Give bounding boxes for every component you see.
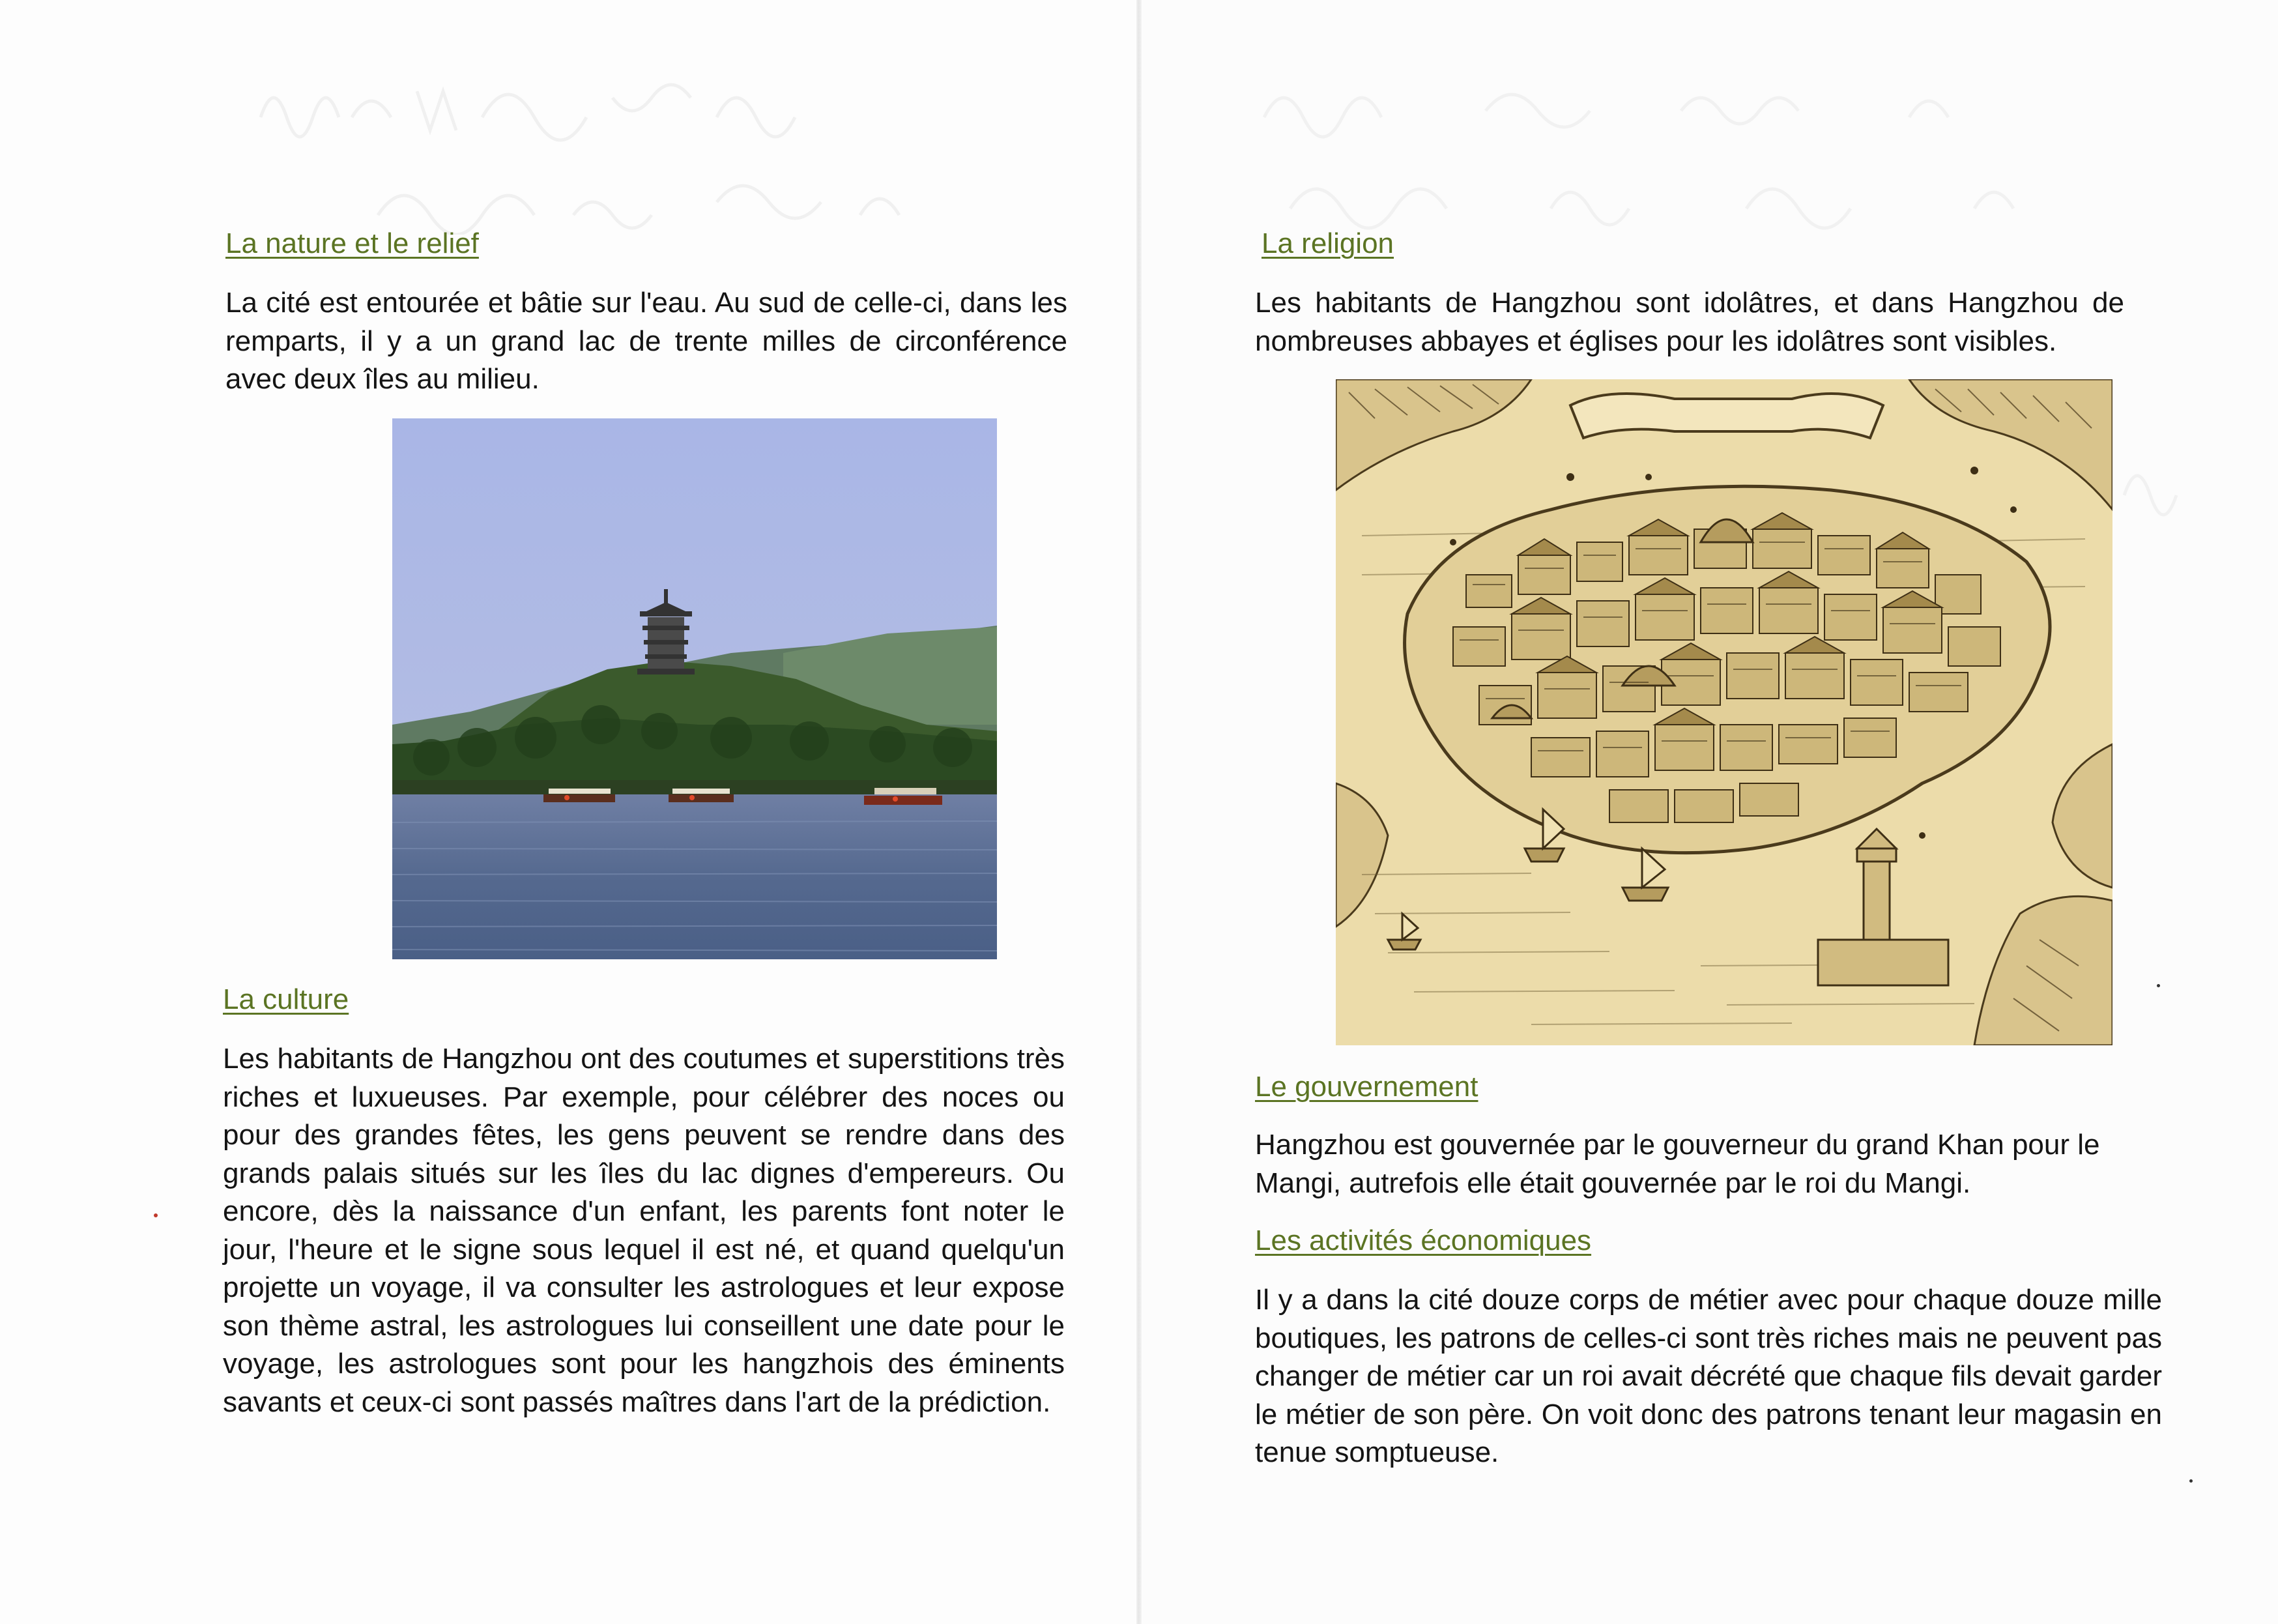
nature-paragraph: La cité est entourée et bâtie sur l'eau. Au sud de celle-ci, dans les remparts, il y a un grand lac de trente milles de circonférence avec deux îles au milieu.: [225, 287, 1067, 395]
religion-paragraph: Les habitants de Hangzhou sont idolâtres, et dans Hangzhou de nombreuses abbayes et églises pour les idolâtres sont visibles.: [1255, 287, 2124, 357]
government-paragraph: Hangzhou est gouvernée par le gouverneur du grand Khan pour le Mangi, autrefois elle était gouvernée par le roi du Mangi.: [1255, 1129, 2100, 1199]
economy-paragraph: Il y a dans la cité douze corps de métier avec pour chaque douze mille boutiques, les patrons de celles-ci sont très riches mais ne peuvent pas changer de métier car un roi avait décrété que chaque fils devait garder le métier de son père. On voit donc des patrons tenant leur magasin en tenue somptueuse.: [1255, 1284, 2162, 1468]
stray-mark: [154, 1213, 158, 1217]
stray-mark: [2189, 1479, 2193, 1483]
lake-photo-illustration: [392, 418, 997, 959]
economy-heading: Les activités économiques: [1255, 1225, 1592, 1256]
page-fold: [1136, 0, 1142, 1624]
religion-heading: La religion: [1262, 227, 1394, 259]
nature-heading: La nature et le relief: [225, 227, 479, 259]
hangzhou-engraving: [1336, 379, 2112, 1045]
stray-mark: [2157, 984, 2160, 987]
culture-heading: La culture: [223, 983, 349, 1015]
government-heading: Le gouvernement: [1255, 1071, 1478, 1103]
west-lake-pagoda-photo: [392, 418, 997, 959]
engraving-illustration: [1336, 379, 2112, 1045]
culture-paragraph: Les habitants de Hangzhou ont des coutumes et superstitions très riches et luxueuses. Par exemple, pour célébrer des noces ou pour des grandes fêtes, les gens peuvent se rendre dans des grands palais situés sur les îles du lac dignes d'empereurs. Ou encore, dès la naissance d'un enfant, les parents font noter le jour, l'heure et le signe sous lequel il est né, et quand quelqu'un projette un voyage, il va consulter les astrologues et leur expose son thème astral, les astrologues lui conseillent une date pour le voyage, les astrologues sont pour les hangzhois des éminents savants et ceux-ci sont passés maîtres dans l'art de la prédiction.: [223, 1043, 1065, 1418]
bleed-through-marks: [248, 39, 1095, 235]
